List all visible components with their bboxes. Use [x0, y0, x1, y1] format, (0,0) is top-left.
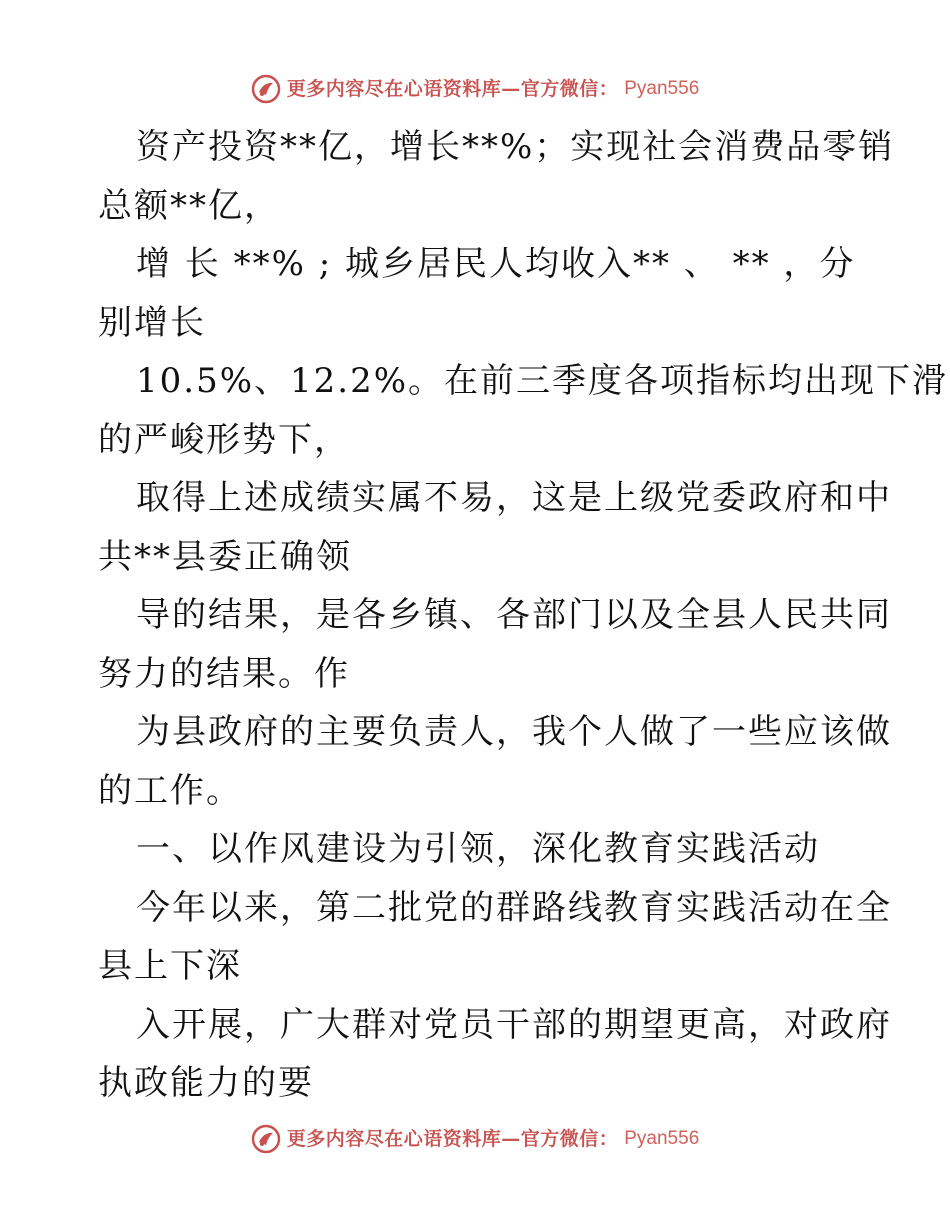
watermark-footer — [0, 1124, 950, 1154]
logo-icon — [251, 1124, 281, 1154]
text-line: 别增长 — [98, 302, 206, 343]
watermark-header — [0, 74, 950, 104]
text-line: 取得上述成绩实属不易，这是上级党委政府和中 — [136, 478, 892, 518]
watermark-text: 更多内容尽在心语资料库—官方微信： — [286, 1128, 619, 1150]
text-line: 努力的结果。作 — [98, 653, 350, 694]
document-body — [98, 118, 949, 1113]
text-line: 的严峻形势下， — [98, 419, 350, 460]
logo-icon — [251, 74, 281, 104]
text-line: 执政能力的要 — [98, 1063, 314, 1103]
watermark-wechat-id: Pyan556 — [624, 78, 700, 99]
text-line: 为县政府的主要负责人，我个人做了一些应该做 — [136, 712, 892, 752]
text-line: 总额**亿， — [98, 185, 280, 226]
text-line: 资产投资**亿，增长**%；实现社会消费品零销 — [136, 127, 895, 167]
text-line: 的工作。 — [98, 770, 242, 811]
text-line: 导的结果，是各乡镇、各部门以及全县人民共同 — [136, 595, 892, 635]
text-line: 县上下深 — [98, 946, 242, 986]
text-line: 共**县委正确领 — [98, 536, 352, 577]
text-line: 增 长 **% ; 城乡居民人均收入** 、 ** ，分 — [136, 244, 856, 284]
text-line: 今年以来，第二批党的群路线教育实践活动在全 — [136, 887, 892, 928]
text-line: 10.5%、12.2%。在前三季度各项指标均出现下滑 — [136, 361, 949, 401]
section-heading: 一、以作风建设为引领，深化教育实践活动 — [136, 829, 820, 869]
watermark-text: 更多内容尽在心语资料库—官方微信： — [286, 78, 619, 100]
watermark-wechat-id: Pyan556 — [624, 1128, 700, 1149]
text-line: 入开展，广大群对党员干部的期望更高，对政府 — [136, 1004, 892, 1045]
